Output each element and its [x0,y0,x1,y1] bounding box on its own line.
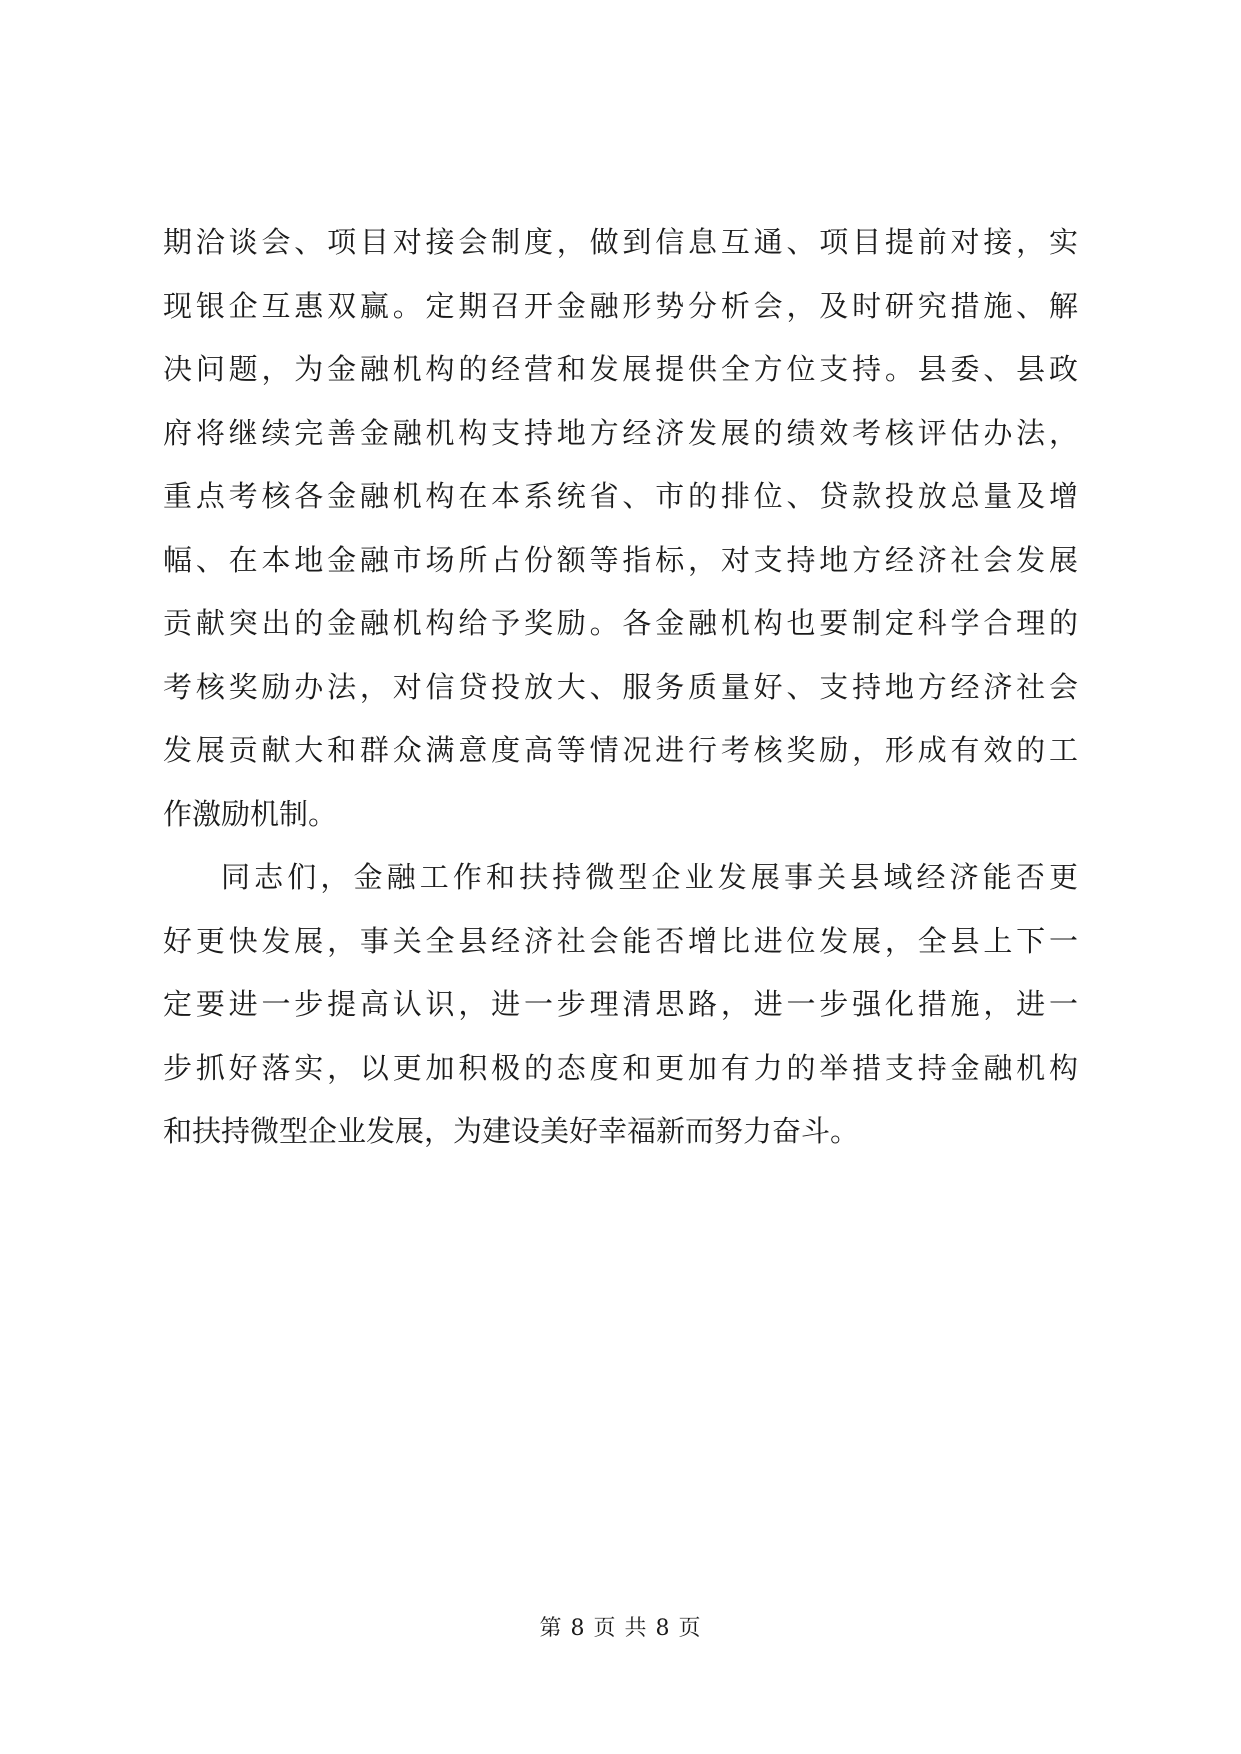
page-number: 第 8 页 共 8 页 [539,1616,702,1641]
text-line: 决问题，为金融机构的经营和发展提供全方位支持。县委、县政 [163,352,1078,386]
paragraph-1 [163,225,1078,863]
text-line: 同志们，金融工作和扶持微型企业发展事关县域经济能否更 [221,860,1078,894]
paragraph-2 [163,860,1078,1181]
text-line: 发展贡献大和群众满意度高等情况进行考核奖励，形成有效的工 [163,733,1078,767]
text-line: 幅、在本地金融市场所占份额等指标，对支持地方经济社会发展 [163,542,1078,577]
text-line: 现银企互惠双赢。定期召开金融形势分析会，及时研究措施、解 [163,288,1078,323]
text-line: 重点考核各金融机构在本系统省、市的排位、贷款投放总量及增 [163,479,1078,513]
body-text [163,225,1078,1181]
text-line: 定要进一步提高认识，进一步理清思路，进一步强化措施，进一 [163,987,1078,1021]
text-line: 和扶持微型企业发展，为建设美好幸福新而努力奋斗。 [163,1114,860,1148]
text-line: 作激励机制。 [163,796,338,831]
text-line: 期洽谈会、项目对接会制度，做到信息互通、项目提前对接，实 [163,225,1078,259]
text-line: 好更快发展，事关全县经济社会能否增比进位发展，全县上下一 [163,923,1078,958]
text-line: 考核奖励办法，对信贷投放大、服务质量好、支持地方经济社会 [163,669,1078,704]
text-line: 府将继续完善金融机构支持地方经济发展的绩效考核评估办法， [163,415,1078,450]
text-line: 步抓好落实，以更加积极的态度和更加有力的举措支持金融机构 [163,1050,1078,1085]
text-line: 贡献突出的金融机构给予奖励。各金融机构也要制定科学合理的 [163,606,1078,640]
